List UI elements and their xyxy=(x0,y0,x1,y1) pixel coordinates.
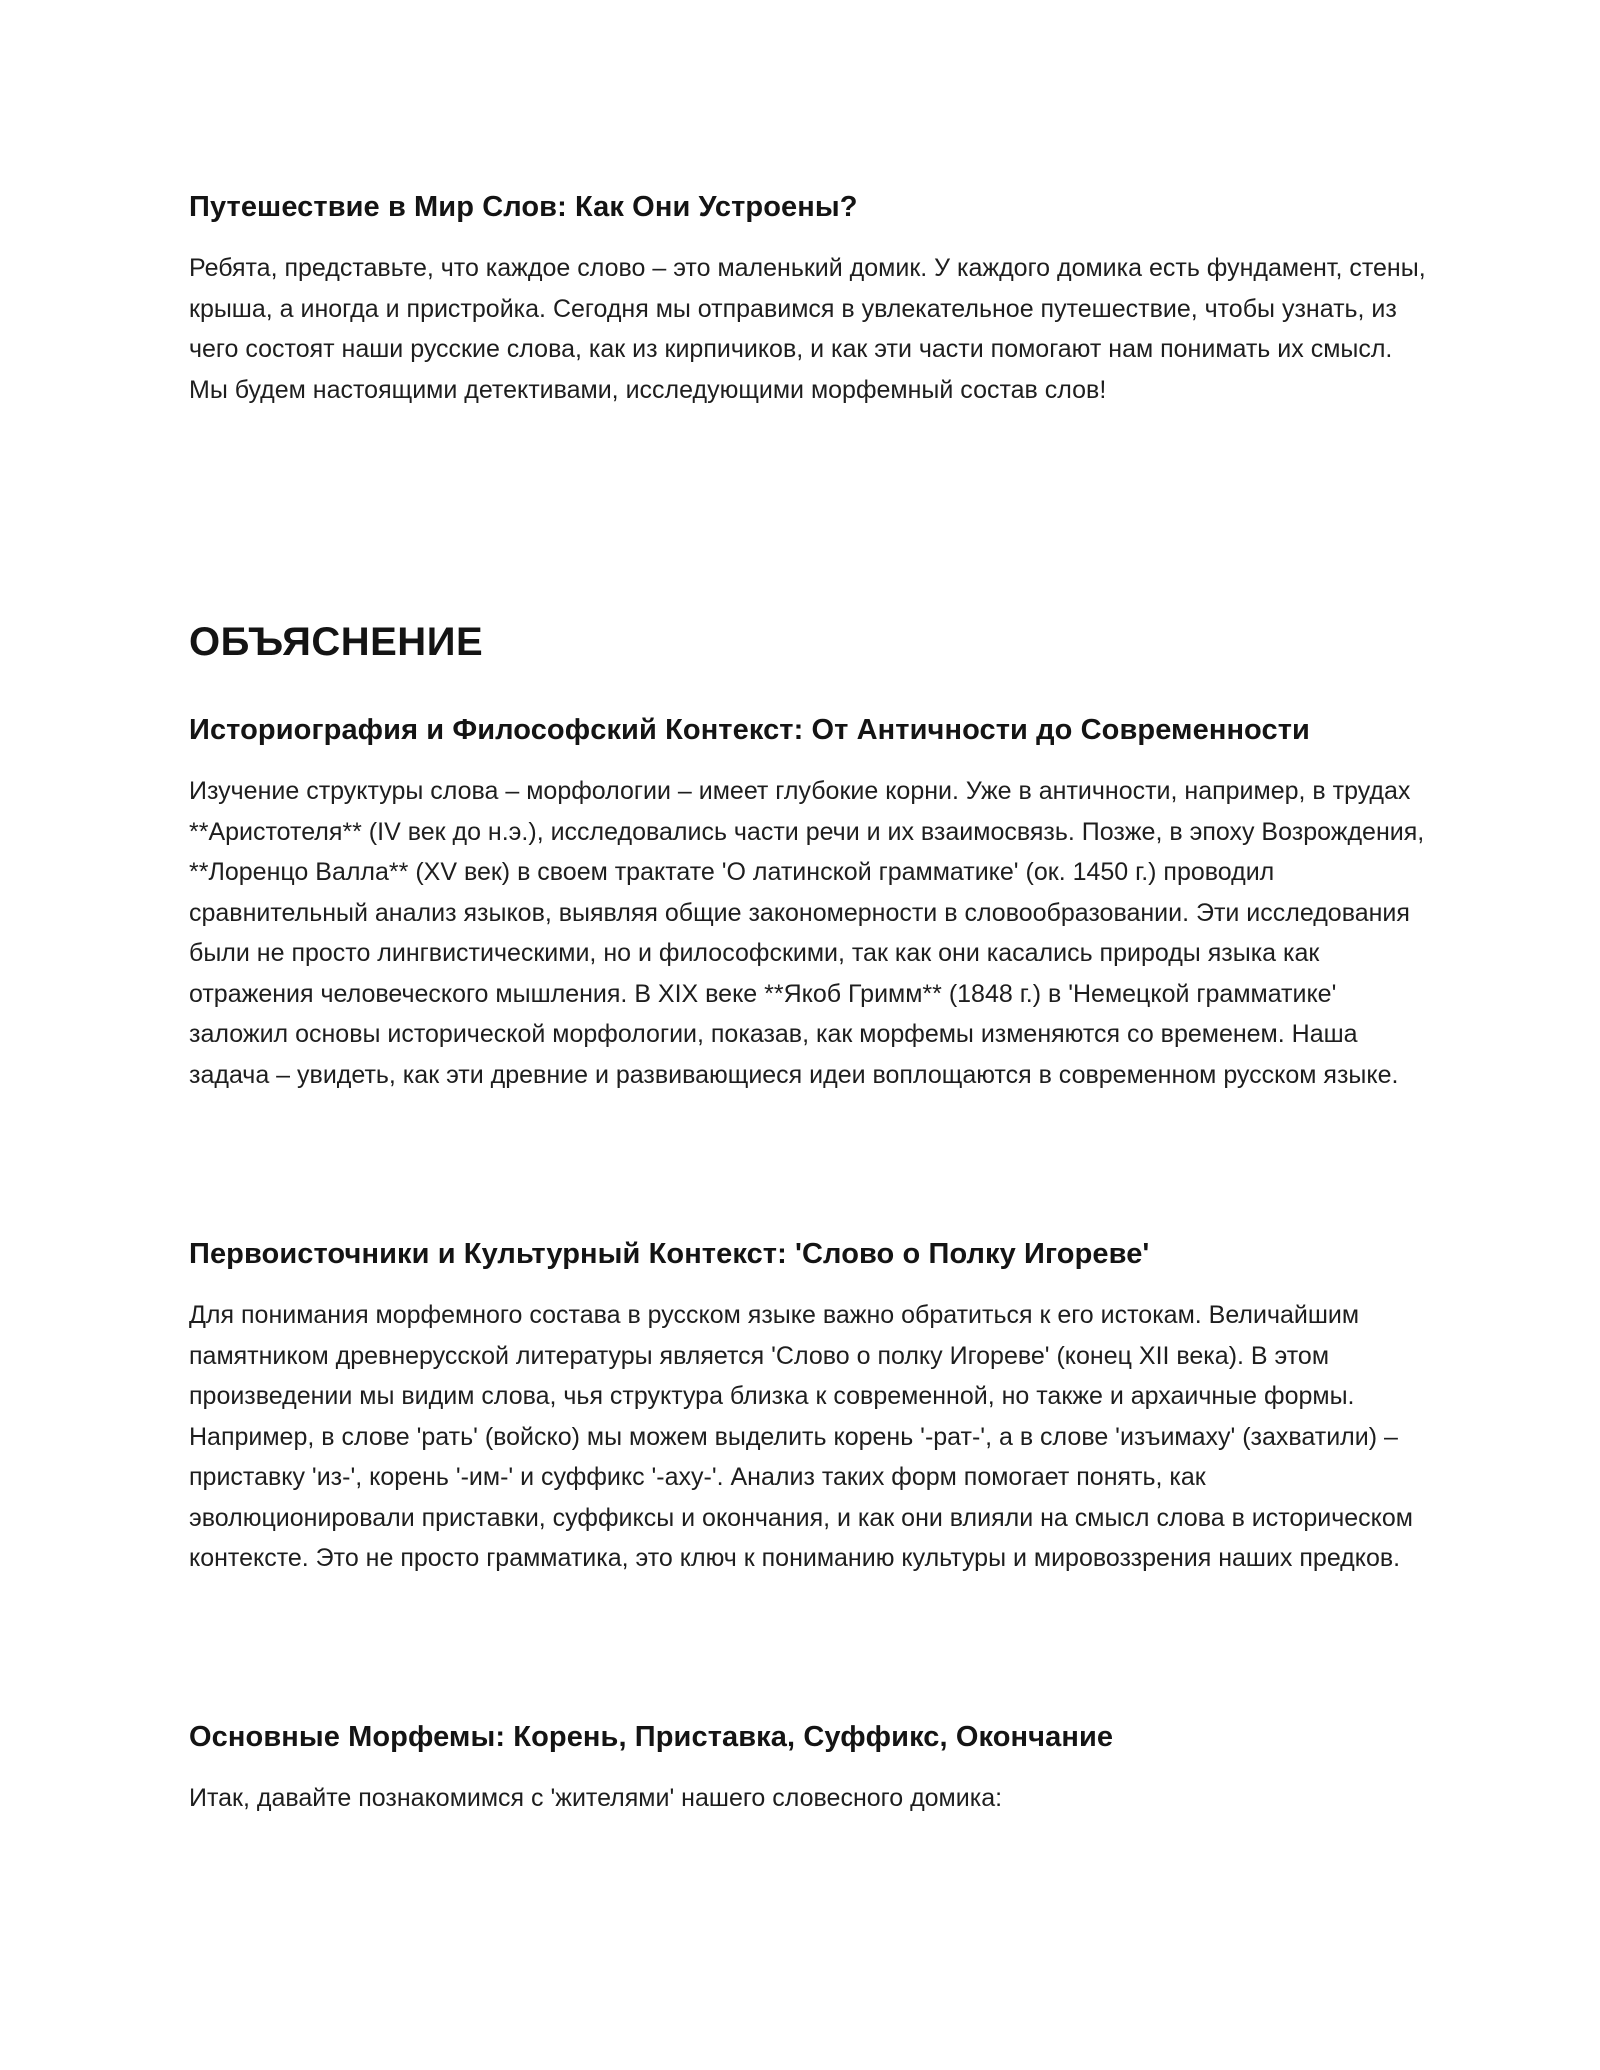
explanation-section xyxy=(189,617,1429,667)
intro-heading: Путешествие в Мир Слов: Как Они Устроены? xyxy=(189,191,858,223)
sources-paragraph: Для понимания морфемного состава в русском языке важно обратиться к его истокам. Величайшим памятником древнерусской литературы является 'Слово о полку Игореве' (конец XII века). В этом произведении мы видим слова, чья структура близка к современной, но также и архаичные формы. Например, в слове 'рать' (войско) мы можем выделить корень '-рат-', а в слове 'изъимаху' (захватили) – приставку 'из-', корень '-им-' и суффикс '-аху-'. Анализ таких форм помогает понять, как эволюционировали приставки, суффиксы и окончания, и как они влияли на смысл слова в историческом контексте. Это не просто грамматика, это ключ к пониманию культуры и мировоззрения наших предков. xyxy=(189,1301,1413,1572)
intro-paragraph: Ребята, представьте, что каждое слово – это маленький домик. У каждого домика есть фундамент, стены, крыша, а иногда и пристройка. Сегодня мы отправимся в увлекательное путешествие, чтобы узнать, из чего состоят наши русские слова, как из кирпичиков, и как эти части помогают нам понимать их смысл. Мы будем настоящими детективами, исследующими морфемный состав слов! xyxy=(189,254,1426,404)
historiography-paragraph: Изучение структуры слова – морфологии – имеет глубокие корни. Уже в античности, например, в трудах **Аристотеля** (IV век до н.э.), исследовались части речи и их взаимосвязь. Позже, в эпоху Возрождения, **Лоренцо Валла** (XV век) в своем трактате 'О латинской грамматике' (ок. 1450 г.) проводил сравнительный анализ языков, выявляя общие закономерности в словообразовании. Эти исследования были не просто лингвистическими, но и философскими, так как они касались природы языка как отражения человеческого мышления. В XIX веке **Якоб Гримм** (1848 г.) в 'Немецкой грамматике' заложил основы исторической морфологии, показав, как морфемы изменяются со временем. Наша задача – увидеть, как эти древние и развивающиеся идеи воплощаются в современном русском языке. xyxy=(189,777,1425,1089)
sources-heading: Первоисточники и Культурный Контекст: 'Слово о Полку Игореве' xyxy=(189,1238,1150,1270)
sources-section xyxy=(189,1235,1429,1579)
historiography-heading: Историография и Философский Контекст: От Античности до Современности xyxy=(189,714,1310,746)
intro-section xyxy=(189,188,1429,410)
explanation-title: ОБЪЯСНЕНИЕ xyxy=(189,620,484,664)
morphemes-section xyxy=(189,1718,1429,1819)
morphemes-heading: Основные Морфемы: Корень, Приставка, Суффикс, Окончание xyxy=(189,1721,1114,1753)
historiography-section xyxy=(189,711,1429,1095)
morphemes-paragraph: Итак, давайте познакомимся с 'жителями' нашего словесного домика: xyxy=(189,1784,1003,1812)
